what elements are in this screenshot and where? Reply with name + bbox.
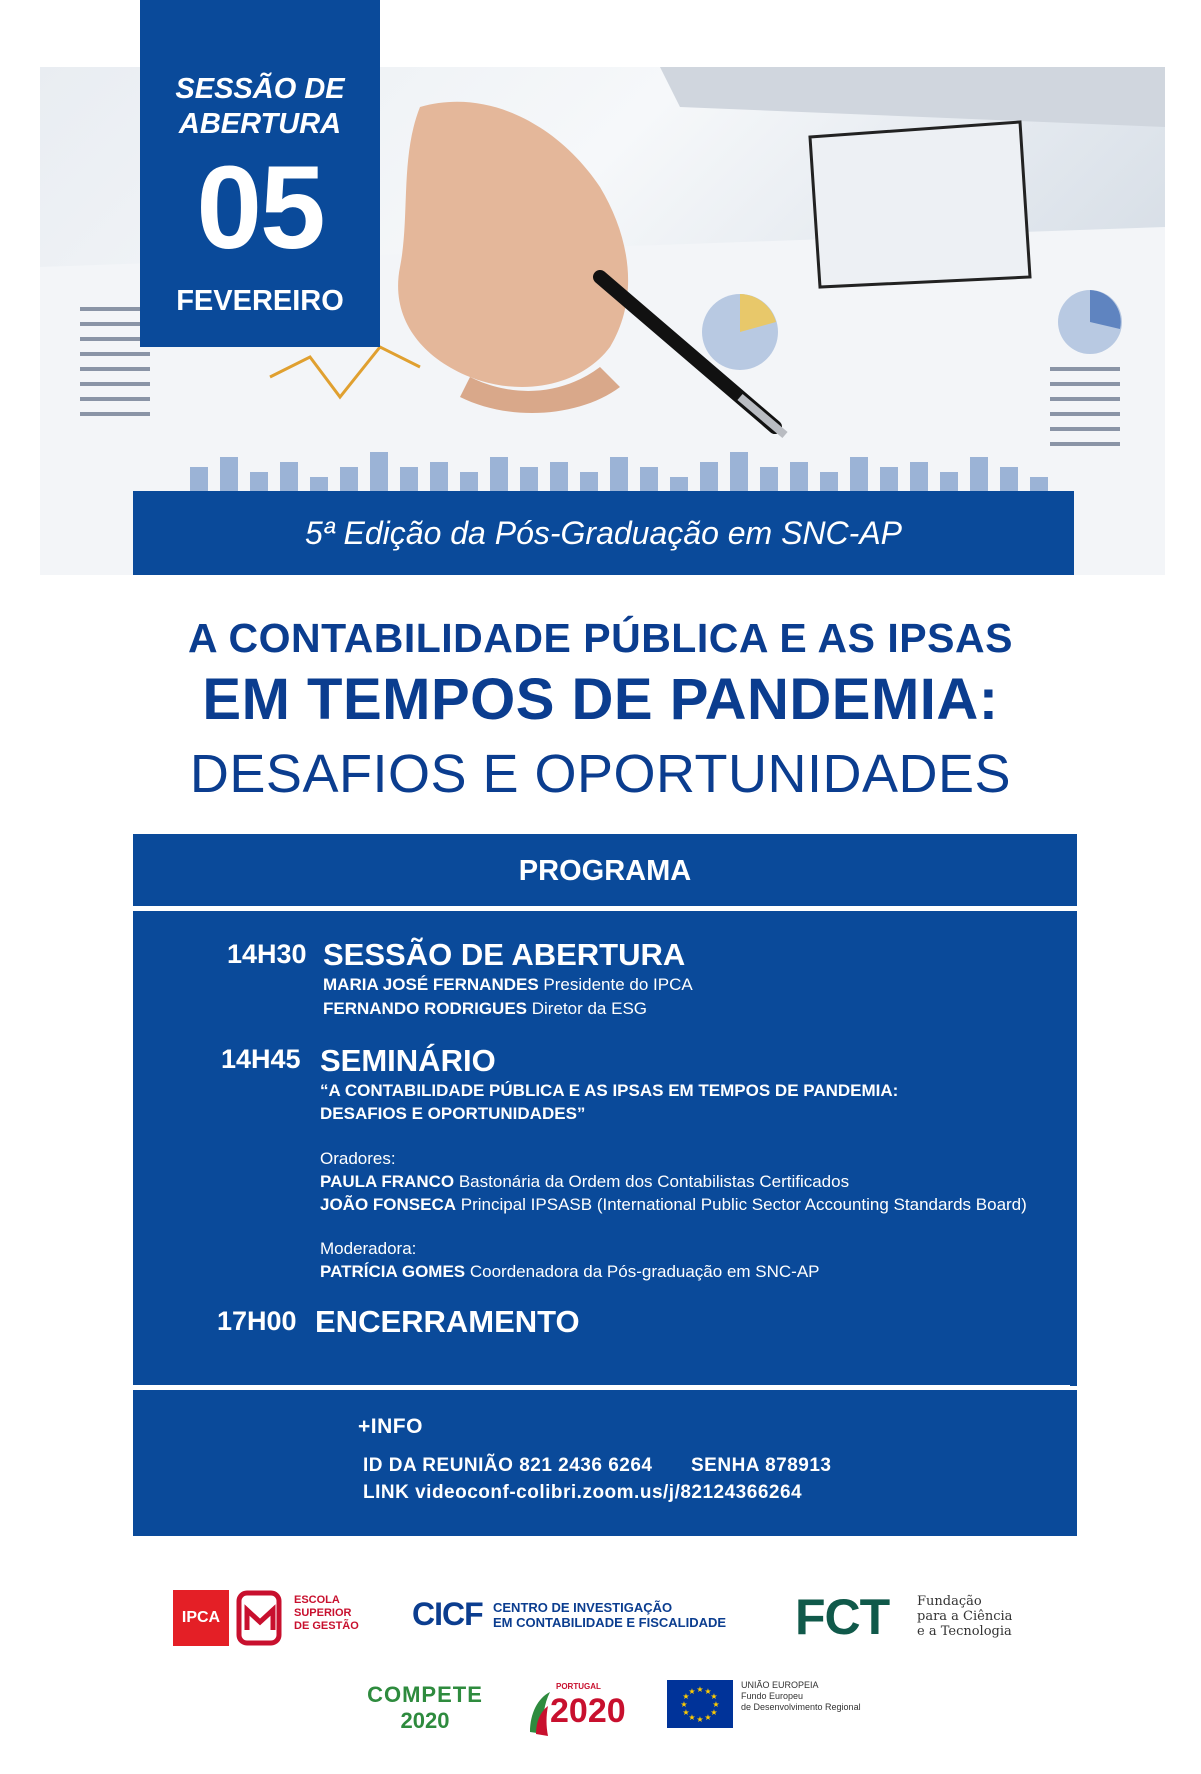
speaker-name: PAULA FRANCO xyxy=(320,1172,455,1191)
speaker-name: JOÃO FONSECA xyxy=(320,1195,457,1214)
seminar-subtitle-line2: DESAFIOS E OPORTUNIDADES” xyxy=(320,1104,586,1123)
edition-banner: 5ª Edição da Pós-Graduação em SNC-AP xyxy=(133,491,1074,575)
event-title-line3: DESAFIOS E OPORTUNIDADES xyxy=(189,744,1012,804)
compete-line1: COMPETE xyxy=(367,1682,483,1707)
svg-text:★: ★ xyxy=(688,1687,696,1696)
svg-text:★: ★ xyxy=(688,1713,696,1722)
esg-logo-text xyxy=(294,1594,359,1633)
seminar-speaker-2 xyxy=(320,1195,1027,1215)
portugal-2020-number: 2020 xyxy=(550,1692,626,1730)
portugal-2020-mark-icon xyxy=(526,1688,552,1738)
speaker-role: Diretor da ESG xyxy=(531,999,648,1018)
seminar-speaker-1 xyxy=(320,1172,849,1192)
program-heading: PROGRAMA xyxy=(133,834,1077,908)
fct-line2: para a Ciência xyxy=(917,1609,1013,1624)
opening-title: SESSÃO DE ABERTURA xyxy=(323,937,686,972)
svg-text:★: ★ xyxy=(682,1708,690,1717)
svg-text:★: ★ xyxy=(712,1700,720,1709)
svg-text:★: ★ xyxy=(704,1687,712,1696)
speaker-name: FERNANDO RODRIGUES xyxy=(323,999,528,1018)
esg-line3: DE GESTÃO xyxy=(294,1620,359,1632)
speaker-role: Bastonária da Ordem dos Contabilistas Certificados xyxy=(458,1172,850,1191)
moderator-label: Moderadora: xyxy=(320,1239,417,1258)
info-label: +INFO xyxy=(358,1415,423,1438)
program-body xyxy=(133,911,1077,1386)
speaker-role: Presidente do IPCA xyxy=(543,975,693,994)
esg-line2: SUPERIOR xyxy=(294,1607,352,1619)
opening-speaker-2 xyxy=(323,999,647,1019)
svg-text:★: ★ xyxy=(710,1708,718,1717)
fct-line3: e a Tecnologia xyxy=(917,1624,1012,1639)
session-label xyxy=(140,72,380,142)
session-label-line1: SESSÃO DE xyxy=(175,73,345,105)
seminar-time: 14H45 xyxy=(221,1044,301,1074)
seminar-title: SEMINÁRIO xyxy=(320,1043,496,1078)
program-divider-bottom xyxy=(133,1385,1070,1388)
compete-2020-logo xyxy=(350,1682,500,1734)
meeting-id: ID DA REUNIÃO 821 2436 6264 xyxy=(363,1455,653,1476)
opening-time: 14H30 xyxy=(227,939,307,969)
fct-logo: FCT xyxy=(795,1589,890,1645)
esg-line1: ESCOLA xyxy=(294,1594,340,1606)
program-divider-top xyxy=(133,906,1077,909)
eu-text xyxy=(741,1680,861,1713)
eu-line1: UNIÃO EUROPEIA xyxy=(741,1680,819,1690)
moderator-name: PATRÍCIA GOMES xyxy=(320,1262,466,1281)
ipca-logo: IPCA xyxy=(173,1590,229,1646)
cicf-line1: CENTRO DE INVESTIGAÇÃO xyxy=(493,1600,673,1615)
fct-logo-text xyxy=(917,1594,1012,1639)
speaker-name: MARIA JOSÉ FERNANDES xyxy=(323,975,539,994)
svg-text:★: ★ xyxy=(710,1692,718,1701)
date-box xyxy=(140,0,380,347)
info-box xyxy=(133,1390,1077,1536)
fct-line1: Fundação xyxy=(917,1594,982,1609)
session-label-line2: ABERTURA xyxy=(178,108,342,140)
portugal-2020-logo xyxy=(526,1680,651,1740)
moderator-role: Coordenadora da Pós-graduação em SNC-AP xyxy=(469,1262,820,1281)
cicf-logo-text xyxy=(493,1600,726,1630)
seminar-subtitle-line1: “A CONTABILIDADE PÚBLICA E AS IPSAS EM TEMPOS DE PANDEMIA: xyxy=(320,1081,899,1100)
cicf-line2: EM CONTABILIDADE E FISCALIDADE xyxy=(493,1615,727,1630)
svg-text:★: ★ xyxy=(680,1700,688,1709)
meeting-link[interactable]: LINK videoconf-colibri.zoom.us/j/82124366264 xyxy=(363,1482,803,1503)
eu-flag-icon xyxy=(667,1680,733,1728)
svg-text:★: ★ xyxy=(696,1685,704,1694)
closing-title: ENCERRAMENTO xyxy=(315,1304,580,1339)
event-title-line2: EM TEMPOS DE PANDEMIA: xyxy=(202,667,999,732)
event-day: 05 xyxy=(196,142,324,274)
moderator xyxy=(320,1262,820,1282)
speakers-label: Oradores: xyxy=(320,1149,396,1168)
opening-speaker-1 xyxy=(323,975,693,995)
svg-text:★: ★ xyxy=(682,1692,690,1701)
esg-logo-mark-icon xyxy=(236,1590,284,1646)
svg-text:★: ★ xyxy=(704,1713,712,1722)
svg-text:★: ★ xyxy=(696,1715,704,1724)
closing-time: 17H00 xyxy=(217,1306,297,1336)
eu-line3: de Desenvolvimento Regional xyxy=(741,1702,861,1712)
event-month: FEVEREIRO xyxy=(176,285,344,317)
meeting-password: SENHA 878913 xyxy=(691,1455,832,1476)
compete-line2: 2020 xyxy=(400,1708,450,1733)
event-title-line1: A CONTABILIDADE PÚBLICA E AS IPSAS xyxy=(188,615,1013,661)
cicf-logo: CICF xyxy=(412,1596,483,1632)
speaker-role: Principal IPSASB (International Public Sector Accounting Standards Board) xyxy=(460,1195,1027,1214)
eu-line2: Fundo Europeu xyxy=(741,1691,804,1701)
portugal-label: PORTUGAL xyxy=(556,1682,601,1691)
